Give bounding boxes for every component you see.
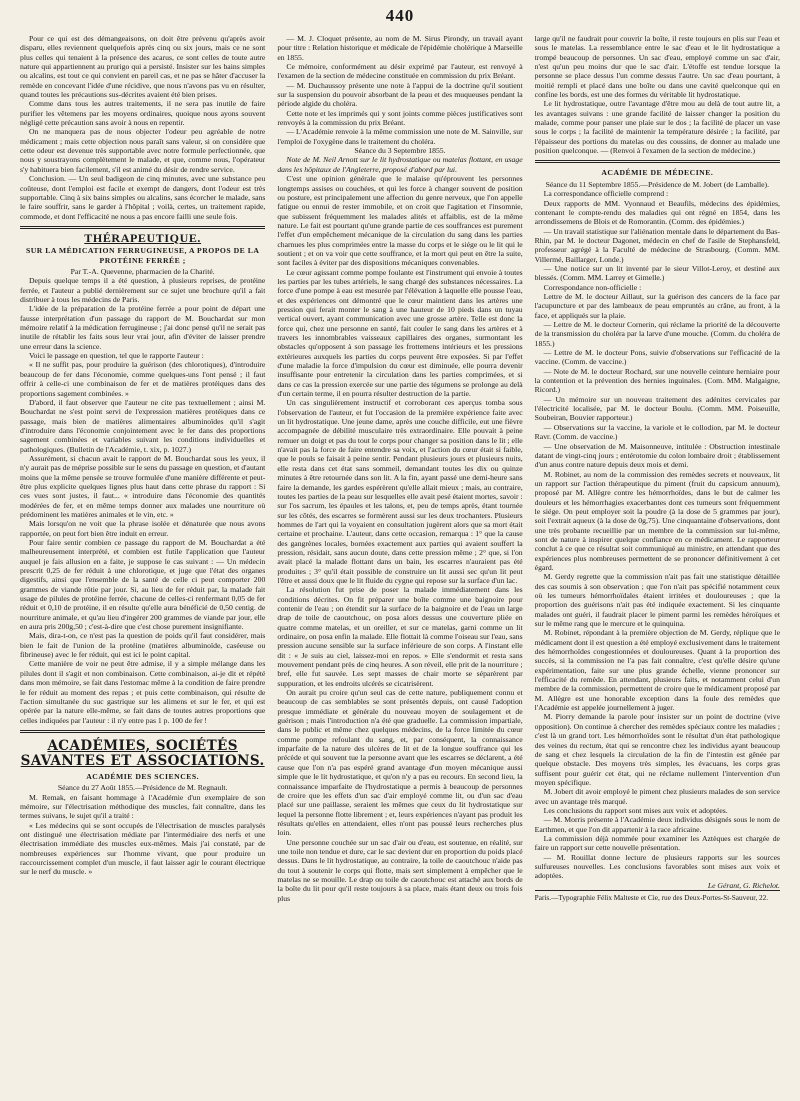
paragraph: Pour ce qui est des démangeaisons, on doit être prévenu qu'après avoir disparu, elles reviennent quelquefois après cinq ou six jours, mais ce ne sont plus celles qui tenaient à la présence des acarus, ce sont celles de toute autre nature qui appartiennent au prurigo qui a persisté. Insister sur les bains simples ou alcalins, est tout ce qui convient en pareil cas, et ne pas se hâter d'accuser la remède en concevant l'idée d'une récidive, que nous n'avons pas vu en résulter, quand toutes les précautions sus-décrites avaient été bien prises. xyxy=(20,34,266,100)
paragraph: — M. Rouillat donne lecture de plusieurs rapports sur les sources sulfureuses nouvelles. Les conclusions favorables sont mises aux voix et adoptées. xyxy=(534,852,780,881)
paragraph: On aurait pu croire qu'un seul cas de cette nature, publiquement connu et beaucoup de cas semblables se sont présentés depuis, ont causé l'adoption presque immédiate et générale du nouveau moyen de soulagement et de guérison ; mais l'introduction n'a été que graduelle. La commission impartiale, dans le public et même chez quelques médecins, de la force limitée du cœur comme pompe refoulant du sang, et, par conséquent, la connaissance imparfaite de la nature des ulcères de lit et de la longue souffrance qui les précède et qui souvent tue la personne avant que les escarres se déclarent, a été cause que l'on n'a pas espéré grand avantage d'un moyen mécanique aussi simple que le lit hydrostatique, et qu'on n'y a pas eu recours. En second lieu, la connaissance imparfaite de l'hydrostatique a permis à beaucoup de personnes de croire que les effets d'un sac d'air employé comme lit, ou d'un sac d'eau placé sur une paillasse, seraient les mêmes que ceux du lit hydrostatique sur lequel la personne flotte librement ; et, leurs expériences n'ayant pas produit les résultats qu'elles en attendaient, elles n'ont pas poussé leurs recherches plus loin. xyxy=(277,688,523,838)
paragraph: Mais, dira-t-on, ce n'est pas la question de poids qu'il faut considérer, mais bien le fait de l'union de la protéine (matières albuminoïde, caséeuse ou fibrineuse) avec le fer réduit, qui est ici le point capital. xyxy=(20,631,266,660)
paragraph: M. Robinet, répondant à la première objection de M. Gerdy, réplique que le médicament dont il est question a été employé exclusivement dans le traitement des hémorrhoïdes congestionnées et douloureuses. Quant à la proportion des succès, si la commission ne l'a pas fait connaître, c'est qu'elle désire qu'une expérimentation, faite sur une plus grande échelle, vienne prononcer sur l'efficacité du remède. En attendant, plusieurs faits, et notamment celui d'un membre de la commission, permettent de croire que le médicament proposé par M. Allègre est une honorable exception dans la foule des remèdes que l'Académie est appelée journellement à juger. xyxy=(534,628,780,713)
article-author: Par T.-A. Quevenne, pharmacien de la Charité. xyxy=(70,267,215,277)
paragraph: Ce mémoire, conformément au désir exprimé par l'auteur, est renvoyé à l'examen de la section de médecine constituée en commission du prix Bréant. xyxy=(277,62,523,81)
column-3 xyxy=(535,34,780,1090)
column-1 xyxy=(20,34,265,1090)
column-2 xyxy=(277,34,522,1090)
paragraph: — L'Académie renvoie à la même commission une note de M. Sainville, sur l'emploi de l'oxygène dans le traitement du choléra. xyxy=(277,127,523,146)
paragraph: — Lettre de M. le docteur Pons, suivie d'observations sur l'efficacité de la vaccine. (Comm. de vaccine.) xyxy=(534,348,780,367)
paragraph: M. Jobert dit avoir employé le piment chez plusieurs malades de son service avec un avantage très marqué. xyxy=(534,787,780,806)
session-heading: Séance du 27 Août 1855.—Présidence de M. Regnault. xyxy=(57,783,228,793)
paragraph: — Note de M. le docteur Rochard, sur une nouvelle ceinture herniaire pour la contention et la prévention des hernies inguinales. (Com. MM. Malgaigne, Ricord.) xyxy=(534,366,780,395)
academy-name: ACADÉMIE DE MÉDECINE. xyxy=(601,168,714,178)
paragraph: Depuis quelque temps il a été question, à plusieurs reprises, de protéine ferrée, et l'auteur a publié dernièrement sur ce sujet une brochure qu'il a fait distribuer à tous les médecins de Paris. xyxy=(20,276,266,305)
conclusion-paragraph: Conclusion. — Un seul badigeon de cinq minutes, avec une substance peu coûteuse, dont l'emploi est facile et exempt de dangers, dont l'odeur est très supportable. Cinq à six bains simples ou alcalins, sans écorcher le malade, sans le faire souffrir, sans le garder à l'hôpital ; voilà, certes, un traitement rapide, commode, et dont l'efficacité ne nous a pas encore failli une seule fois. xyxy=(20,174,266,221)
paragraph: La résolution fut prise de poser la malade immédiatement dans les conditions décrites. On fit préparer une boîte comme une baignoire pour contenir de l'eau ; on étendit sur la surface de la baignoire et de l'eau un large drap de toile de caoutchouc, on posa alors dessus une couverture pliée en quatre comme matelas, et un oreiller, et sur ce matelas, garni comme un lit ordinaire, on posa enfin la malade. Elle flottait là comme l'oiseau sur l'eau, sans pression aucune sensible sur la surface inférieure de son corps. A l'instant elle dit : « Je suis au ciel, laissez-moi en repos. » Elle s'endormit et resta sans mouvement pendant près de cinq heures. A son réveil, elle prit de la nourriture ; bref, elle fut sauvée. Les sept masses de chair morte se séparèrent par suppuration, et les endroits ulcérés se cicatrisèrent. xyxy=(277,585,523,688)
paragraph: Correspondance non-officielle : xyxy=(543,282,642,292)
paragraph: M. Gerdy regrette que la commission n'ait pas fait une statistique détaillée des cas soumis à son observation ; que l'on n'ait pas spécifié notamment ceux où les tumeurs hémorrhoïdales étaient irritées et douloureuses ; que la proportion des guérisons n'ait pas été indiquée exactement. Si les cinquante malades ont guéri, il faudrait placer le piment parmi les remèdes héroïques et sur le même rang que le mercure et le quinquina. xyxy=(534,572,780,629)
section-divider xyxy=(20,730,265,733)
paragraph: large qu'il ne faudrait pour couvrir la boîte, il reste toujours en plis sur l'eau et sous le matelas. La ressemblance entre le sac d'eau et le lit hydrostatique a trompé beaucoup de personnes. Un sac d'eau, employé comme un sac d'air, n'est qu'un peu moins dur que le sac d'air. L'étoffe est tendue lorsque la personne se place dessus l'un comme dessus l'autre. Un sac d'eau pourtant, à moitié rempli et placé dans une boîte ou dans une cavité quelconque qui en confine les bords, est une des formes du véritable lit hydrostatique. xyxy=(534,34,780,100)
paragraph: Voici le passage en question, tel que le rapporte l'auteur : xyxy=(29,351,204,361)
paragraph: — Observations sur la vaccine, la variole et le collodion, par M. le docteur Ravr. (Comm. de vaccine.) xyxy=(534,422,780,442)
paragraph: Le lit hydrostatique, outre l'avantage d'être mou au delà de tout autre lit, a les avantages suivans : une grande facilité de laisser changer la position du malade, comme pour panser une plaie sur le dos ; la facilité de placer un vase sous le corps ; la facilité de maintenir la température désirée ; la facilité, par l'épaisseur des portions du matelas ou des coussins, de donner au malade une position quelconque. — (Renvoi à l'examen de la section de médecine.) xyxy=(534,99,780,156)
section-title-therapeutique: THÉRAPEUTIQUE. xyxy=(84,230,202,245)
printer-imprint: Paris.—Typographie Félix Malteste et Cie, rue des Deux-Portes-St-Sauveur, 22. xyxy=(535,890,780,902)
paragraph: Comme dans tous les autres traitements, il ne sera pas inutile de faire purifier les vêtemens par les moyens ordinaires, quoique nous ayons souvent négligé cette précaution sans avoir à nous en repentir. xyxy=(20,99,266,128)
section-title-academies: ACADÉMIES, SOCIÉTÉS SAVANTES ET ASSOCIATIONS. xyxy=(20,737,265,769)
academy-name: ACADÉMIE DES SCIENCES. xyxy=(86,771,200,781)
page-number: 440 xyxy=(385,6,415,25)
session-heading: Séance du 11 Septembre 1855.—Présidence de M. Jobert (de Lamballe). xyxy=(545,179,770,189)
paragraph: — M. J. Cloquet présente, au nom de M. Sirus Pirondy, un travail ayant pour titre : Relation historique et médicale de l'épidémie cholérique à Marseille en 1855. xyxy=(277,34,523,62)
paragraph: Cette note et les imprimés qui y sont joints comme pièces justificatives sont renvoyés à la commission du prix Bréant. xyxy=(277,108,523,128)
paragraph: On ne manquera pas de nous objecter l'odeur peu agréable de notre médicament ; mais cette objection nous paraît sans valeur, si on considère que cette odeur est devenue très supportable avec notre formule perfectionnée, que nous y soustrayons complètement le malade, et que, comme nous, l'opérateur s'y habituera bien facilement, s'il est animé du désir de rendre service. xyxy=(20,127,266,174)
paragraph: L'idée de la préparation de la protéine ferrée a pour point de départ une fausse interprétation d'un passage du rapport de M. Bouchardat sur mon mémoire relatif à la médication ferrugineuse ; j'ai donc pensé qu'il ne serait pas inutile de rétablir les faits sous leur vrai jour, afin d'éviter de laisser prendre une erreur dans la science. xyxy=(20,304,266,351)
paragraph: M. Robinet, au nom de la commission des remèdes secrets et nouveaux, lit un rapport sur l'action thérapeutique du piment (fruit du capsicum annuum), proposé par M. Allègre contre les hémorrhoïdes, dans le but de calmer les douleurs et les hémorrhagies exacerbantes dont ces tumeurs sont fréquemment le siége. On peut employer soit la poudre (à la dose de 5 grammes par jour), soit l'extrait aqueux (à la dose de 0g,75). Une cinquantaine d'observations, dont une très probante recueillie par un membre de la commission sur lui-même, sont de nature à inspirer quelque confiance en ce médicament. Le rapporteur conclut à ce que ce résultat soit communiqué au ministre, en attendant que des expériences plus nombreuses permettent de se prononcer définitivement à cet égard. xyxy=(534,469,780,572)
paragraph: M. Piorry demande la parole pour insister sur un point de doctrine (vive opposition). On continue à chercher des remèdes spéciaux contre les maladies ; c'est là un grand tort. Les hémorrhoïdes sont le résultat d'un état pathologique des veines du rectum, état qui se rencontre chez les individus ayant beaucoup de sang et chez lesquels la circulation de la fin de l'intestin est gênée par quelque obstacle. Des moyens très simples, les évacuans, les corps gras suffisent pour guérir cet état, qui ne réclame nullement l'intervention d'un moyen spécifique. xyxy=(534,712,780,787)
paragraph: — M. Duchaussoy présente une note à l'appui de la doctrine qu'il soutient sur la suspension du pouvoir absorbant de la peau et des muqueuses pendant la période algide du choléra. xyxy=(277,80,523,109)
manager-signature: Le Gérant, G. Richelot. xyxy=(707,880,780,890)
paragraph: — M. Morris présente à l'Académie deux individus désignés sous le nom de Earthmen, et que l'on dit appartenir à la race africaine. xyxy=(534,815,780,834)
paragraph: Assurément, si chacun avait le rapport de M. Bouchardat sous les yeux, il n'y aurait pas de méprise possible sur le sens du passage en question, et d'autant moins que la même pensée se trouve formulée d'une manière différente et peut-être plus explicite quelques lignes plus haut dans cette phrase du rapport : Si ces vues sont justes, il faut... « introduire dans l'économie des quantités modérées de fer, et en même temps donner aux malades une nourriture où prédominent les matières animales et le vin, etc. » xyxy=(20,453,266,519)
article-title: SUR LA MÉDICATION FERRUGINEUSE, A PROPOS DE LA PROTÉINE FERRÉE ; xyxy=(25,246,260,265)
section-divider xyxy=(535,160,780,163)
paragraph: C'est une opinion générale que le malaise qu'éprouvent les personnes longtemps assises ou couchées, et qui les force à changer souvent de position ou posture, est principalement une affection du genre nerveux, que l'on appelle fatigue ou ennui de rester immobile, et on croit que l'agitation et l'insomnie, que subissent fréquemment les malades alités et affaiblis, est de la même nature. Le fait est pourtant qu'une grande partie de ces souffrances est purement l'effet d'un empêchement mécanique de la circulation du sang dans les parties charnues les plus comprimées entre la masse du corps et le siége ou le lit qui le soutient ; et on va voir que cette souffrance, et la mort qui peut en être la suite, sont faciles à éviter par des dispositions mécaniques convenables. xyxy=(277,174,523,268)
session-heading: Séance du 3 Septembre 1855. xyxy=(354,146,446,156)
paragraph: — Une observation de M. Maisonneuve, intitulée : Obstruction intestinale datant de vingt-cinq jours ; entérotomie du colon lombaire droit ; établissement d'un anus contre nature depuis deux mois et demi. xyxy=(534,441,780,470)
paragraph: M. Remak, en faisant hommage à l'Académie d'un exemplaire de son mémoire, sur l'électrisation méthodique des muscles, fait connaître, dans les termes suivans, le sujet qu'il a traité : xyxy=(20,792,266,821)
paragraph: Le cœur agissant comme pompe foulante est l'instrument qui envoie à toutes les parties par les tubes artériels, le sang chargé des substances nécessaires. La force d'une pompe à eau est mesurée par l'élévation à laquelle elle pousse l'eau, et des expériences ont démontré que le cœur maintient dans les artères une pression qui ferait monter le sang à une hauteur de 10 pieds dans un tuyau vertical ouvert, ayant communication avec une grosse artère. Telle est donc la force qui, chez une personne en santé, fait couler le sang dans les artères et à travers les innombrables vaisseaux capillaires des organes, surmontant les obstacles qu'opposent à son passage les frottemens intérieurs et les pressions extérieures auxquels les parties du corps peuvent être exposées. Si par l'effet d'une maladie la force d'impulsion du cœur est diminuée, elle pourra devenir insuffisante pour entretenir la circulation dans les parties comprimées, et si dans ce cas la pression exercée sur une partie des tégumens se prolonge au delà d'un certain terme, il en pourra résulter destruction de la partie. xyxy=(277,267,523,399)
paragraph: — Une notice sur un lit inventé par le sieur Villot-Leroy, et destiné aux blessés. (Comm. MM. Larrey et Gimelle.) xyxy=(534,263,780,283)
paragraph: « Les médecins qui se sont occupés de l'électrisation de muscles paralysés ont distingué une électrisation médiate par l'intermédiaire des nerfs et une électrisation immédiate des muscles eux-mêmes. Mais j'ai constaté, par de nombreuses expériences sur l'homme vivant, que pour produire un raccourcissement complet d'un muscle, il faut laisser agir le courant électrique sur le nerf du muscle. » xyxy=(20,820,266,877)
paragraph: Lettre de M. le docteur Aillaut, sur la guérison des cancers de la face par l'acupuncture et par des lambeaux de peau empruntés au crâne, au front, à la face, et appliqués sur la plaie. xyxy=(534,292,780,320)
paragraph: Cette manière de voir ne peut être admise, il y a simple mélange dans les pilules dont il s'agit et non combinaison. Cette combinaison, ai-je dit et répété dans mon mémoire, se fait dans l'estomac même à la condition de faire prendre le fer réduit au moment des repas ; et puis cette combinaison, qui résulte de l'action simultanée du suc gastrique sur les alimens et sur le fer, et qui est opérée par la nature elle-même, se fait dans de toutes autres proportions que celles indiquées par l'auteur : il n'y entre pas 1 p. 100 de fer ! xyxy=(20,659,266,725)
paragraph: La commission déjà nommée pour examiner les Aztèques est chargée de faire un rapport sur cette nouvelle présentation. xyxy=(534,833,780,853)
paragraph: La correspondance officielle comprend : xyxy=(543,189,669,199)
paragraph: — Un travail statistique sur l'aliénation mentale dans le département du Bas-Rhin, par M. le docteur Dagonet, médecin en chef de l'asile de Stephansfeld, professeur agrégé à la Faculté de médecine de Strasbourg. (Comm. MM. Villermé, Baillarger, Londe.) xyxy=(534,226,780,264)
paragraph: — Lettre de M. le docteur Cornerin, qui réclame la priorité de la découverte de la transmission du choléra par la larve d'une mouche. (Comm. du choléra de 1855.) xyxy=(534,320,780,348)
paragraph: Mais lorsqu'on ne voit que la phrase isolée et dénaturée que nous avons rapportée, on peut fort bien être induit en erreur. xyxy=(20,519,266,538)
paragraph: Une personne couchée sur un sac d'air ou d'eau, est soutenue, en réalité, sur une toile non tendue et dure, car le sac devient dur en proportion du poids placé dessus. Dans le lit hydrostatique, au contraire, la toile de caoutchouc n'aide pas du tout à soutenir le corps qui flotte, mais sert simplement à empêcher que le matelas ne se mouille. Le drap ou toile de caoutchouc est attaché aux bords de la boîte du lit pour qu'il reste toujours à sa place, mais étant deux ou trois fois plus xyxy=(277,837,523,903)
section-divider xyxy=(20,226,265,229)
columns xyxy=(20,34,780,1090)
paragraph: Les conclusions du rapport sont mises aux voix et adoptées. xyxy=(543,805,728,815)
paragraph: « Il ne suffit pas, pour produire la guérison (des chlorotiques), d'introduire beaucoup de fer dans l'économie, comme quelques-uns l'ont pensé ; il faut offrir à celle-ci une combinaison de fer et de matières protéiques dans des proportions sagement combinées. » xyxy=(20,360,266,398)
paragraph: — Un mémoire sur un nouveau traitement des adénites cervicales par l'électricité localisée, par M. le docteur Boulu. (Comm. MM. Poiseuille, Soubeiran, Bouvier rapporteur.) xyxy=(534,394,780,423)
paragraph: Un cas singulièrement instructif et corroborant ces aperçus tomba sous l'observation de l'auteur, et fut l'occasion de la première expérience faite avec un lit hydrostatique. Une jeune dame, après une couche difficile, eut une fièvre accompagnée de débilité musculaire très extraordinaire. Elle pouvait à peine remuer un doigt et pas du tout le corps pour changer sa position dans le lit ; elle n'avait pas la force de faire entendre sa voix, et l'action du cœur était si faible, que le pouls se faisait à peine sentir. Pendant plusieurs jours et plusieurs nuits, elle resta dans cet état sans sommeil, demandant toutes les dix ou quinze minutes à être retournée dans son lit. A la fin, ayant passé une demi-heure sans faire la demande, les gardes espérèrent qu'elle allait mieux ; mais, au contraire, toutes les parties de la peau sur lesquelles elle avait pesé étaient mortes, savoir : sur l'os sacrum, les épaules et les talons, et, peu de temps après, étant tournée sur les côtés, des escarres se formèrent aussi sur les deux trochanters. Plusieurs hommes de l'art qui la voyaient en consultation jugèrent alors que sa mort était certaine et prochaine. L'auteur, dans cette occasion, remarqua : 1° que la cause des gangrènes locales, bornées exactement aux parties qui avaient souffert la pression, résidait, sans aucun doute, dans cette pression même ; 2° que, si l'on avait placé la malade flottant dans un bain, les escarres n'auraient pas été produites ; 3° qu'il était possible de construire un lit aussi sec qu'un lit peut l'être et aussi doux que le lit fluide du cygne qui repose sur la surface d'un lac. xyxy=(277,398,523,585)
paragraph: Pour faire sentir combien ce passage du rapport de M. Bouchardat a été malheureusement interprété, et combien est futile l'application que l'auteur auquel je fais allusion en a faite, je suppose le cas suivant : — Un médecin prescrit 0,25 de fer réduit à une chlorotique, et juge que l'état des organes digestifs, ainsi que l'ensemble de la santé de celle ci peut comporter 200 grammes de viande rôtie par jour. Si, au lieu de fer réduit par, la malade fait usage de pilules de protéine ferrée, chacune de celles-ci renfermant 0,05 de fer réduit et 0,10 de protéine, il en résulte qu'elle aura bénéficié de 0,50 centig. de nourriture animale, et qu'au lieu d'ingérer 200 grammes de viande par jour, elle en aura pris 200g,50 ; c'est-à-dire que c'est chose purement insignifiante. xyxy=(20,538,266,632)
paragraph: Deux rapports de MM. Vyonnaud et Beaufils, médecins des épidémies, contenant le compte-rendu des maladies qui ont régné en 1854, dans les arrondissemens de Blois et de Romorantin. (Comm. des épidémies.) xyxy=(534,198,780,227)
paragraph: D'abord, il faut observer que l'auteur ne cite pas textuellement ; ainsi M. Bouchardat ne s'est point servi de l'expression matières protéiques dans ce passage, mais bien de matières alimentaires albuminoïdes qu'il s'agit d'introduire dans l'économie conjointement avec le fer dans des proportions sagement combinées et variables suivant les conditions individuelles et pathologiques. (Bulletin de l'Académie, t. xix, p. 1027.) xyxy=(20,397,266,454)
note-title: Note de M. Neil Arnott sur le lit hydrostatique ou matelas flottant, en usage dans les hôpitaux de l'Angleterre, proposé d'abord par lui. xyxy=(277,155,523,174)
